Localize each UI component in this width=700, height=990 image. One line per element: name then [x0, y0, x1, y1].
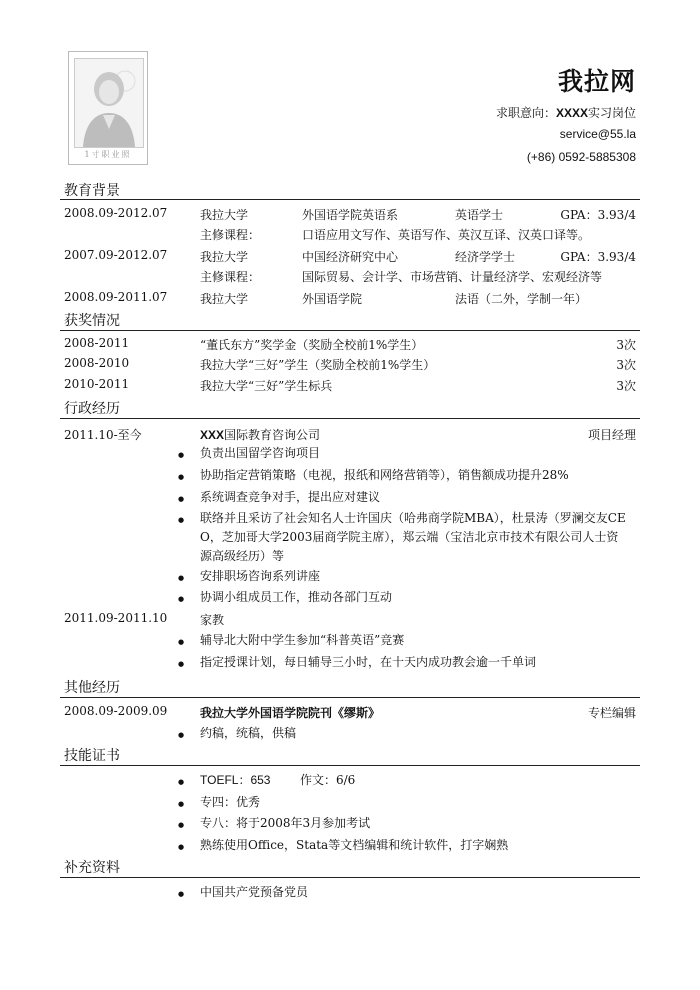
bullet-icon: ● — [178, 731, 185, 739]
job-bullet: 协助指定营销策略（电视，报纸和网络营销等），销售额成功提升28% — [200, 468, 569, 482]
edu-school: 我拉大学 — [200, 292, 249, 306]
section-title-education: 教育背景 — [64, 183, 120, 199]
job-bullet: 辅导北大附中学生参加“科普英语”竞赛 — [200, 633, 405, 647]
edu-dept: 中国经济研究中心 — [302, 250, 399, 264]
edu-course-label: 主修课程： — [200, 228, 261, 242]
bullet-icon: ● — [178, 778, 185, 786]
email[interactable]: service@55.la — [559, 127, 636, 141]
bullet-icon: ● — [178, 451, 185, 459]
section-title-other: 其他经历 — [64, 680, 120, 696]
section-divider — [60, 877, 640, 878]
job-bullet: 系统调查竞争对手，提出应对建议 — [200, 490, 381, 504]
bullet-icon: ● — [178, 495, 185, 503]
section-divider — [60, 330, 640, 331]
job-bullet: 安排职场咨询系列讲座 — [200, 569, 321, 583]
edu-school: 我拉大学 — [200, 208, 249, 222]
objective-suffix: 实习岗位 — [587, 106, 636, 120]
other-org: 我拉大学外国语学院院刊《缪斯》 — [200, 706, 381, 720]
edu-course-label: 主修课程： — [200, 270, 261, 284]
avatar-silhouette — [74, 58, 144, 148]
job-objective — [496, 104, 636, 121]
objective-label: 求职意向： — [495, 106, 556, 120]
phone: (+86) 0592-5885308 — [526, 150, 636, 164]
skill-item: 熟练使用Office，Stata等文档编辑和统计软件，打字娴熟 — [200, 838, 509, 852]
job-org-prefix: XXX — [200, 428, 225, 442]
other-role: 专栏编辑 — [587, 706, 636, 720]
bullet-icon: ● — [178, 890, 185, 898]
edu-dept: 外国语学院 — [302, 292, 363, 306]
objective-value: XXXX — [555, 106, 588, 120]
section-divider — [60, 697, 640, 698]
bullet-icon: ● — [178, 638, 185, 646]
bullet-icon: ● — [178, 821, 185, 829]
job-role: 项目经理 — [587, 428, 636, 442]
edu-dept: 外国语学院英语系 — [302, 208, 399, 222]
job-bullet: 指定授课计划，每日辅导三小时，在十天内成功教会逾一千单词 — [200, 655, 537, 669]
award-date: 2008-2011 — [64, 336, 130, 350]
award-date: 2008-2010 — [64, 356, 130, 370]
job-org — [200, 426, 320, 443]
bullet-icon: ● — [178, 800, 185, 808]
bullet-icon: ● — [178, 516, 185, 524]
award-count: 3次 — [616, 379, 636, 393]
photo-caption: 1寸职业照 — [84, 150, 132, 159]
edu-courses: 口语应用文写作、英语写作、英汉互译、汉英口译等。 — [302, 228, 591, 242]
job-bullet-cont: 源高级经历）等 — [200, 549, 285, 563]
edu-gpa: GPA：3.93/4 — [560, 208, 636, 222]
award-text: 我拉大学“三好”学生标兵 — [200, 379, 333, 393]
award-text: 我拉大学“三好”学生（奖励全校前1%学生） — [200, 358, 436, 372]
award-text: “董氏东方”奖学金（奖励全校前1%学生） — [200, 338, 424, 352]
edu-date: 2008.09-2011.07 — [64, 290, 168, 304]
skill-essay: 作文：6/6 — [300, 773, 356, 787]
skill-item: 专八：将于2008年3月参加考试 — [200, 816, 371, 830]
bullet-icon: ● — [178, 574, 185, 582]
edu-courses: 国际贸易、会计学、市场营销、计量经济学、宏观经济等 — [302, 270, 603, 284]
other-bullet: 约稿，统稿，供稿 — [200, 726, 297, 740]
section-title-extra: 补充资料 — [64, 860, 120, 876]
candidate-name: 我拉网 — [557, 67, 636, 96]
edu-degree: 法语（二外，学制一年） — [455, 292, 588, 306]
award-date: 2010-2011 — [64, 377, 130, 391]
job-bullet: 负责出国留学咨询项目 — [200, 446, 321, 460]
edu-degree: 英语学士 — [455, 208, 504, 222]
job-bullet: 联络并且采访了社会知名人士许国庆（哈弗商学院MBA），杜景涛（罗澜交友CE — [200, 511, 626, 525]
award-count: 3次 — [616, 358, 636, 372]
skill-toefl: TOEFL：653 — [200, 773, 271, 787]
section-title-admin: 行政经历 — [64, 401, 120, 417]
section-divider — [60, 418, 640, 419]
job-org: 家教 — [200, 613, 225, 627]
edu-date: 2007.09-2012.07 — [64, 248, 168, 262]
bullet-icon: ● — [178, 843, 185, 851]
section-divider — [60, 199, 640, 200]
skill-item: 专四：优秀 — [200, 795, 261, 809]
profile-photo — [68, 51, 148, 165]
bullet-icon: ● — [178, 595, 185, 603]
job-date: 2011.09-2011.10 — [64, 611, 168, 625]
edu-gpa: GPA：3.93/4 — [560, 250, 636, 264]
job-bullet-cont: O，芝加哥大学2003届商学院主席），郑云端（宝洁北京市技术有限公司人士资 — [200, 530, 619, 544]
award-count: 3次 — [616, 338, 636, 352]
other-date: 2008.09-2009.09 — [64, 704, 168, 718]
job-org-name: 国际教育咨询公司 — [224, 428, 321, 442]
section-title-skills: 技能证书 — [64, 748, 120, 764]
bullet-icon: ● — [178, 660, 185, 668]
avatar-icon — [75, 59, 143, 147]
edu-date: 2008.09-2012.07 — [64, 206, 168, 220]
job-date: 2011.10-至今 — [64, 428, 142, 442]
edu-school: 我拉大学 — [200, 250, 249, 264]
edu-degree: 经济学学士 — [455, 250, 516, 264]
section-title-awards: 获奖情况 — [64, 313, 120, 329]
job-bullet: 协调小组成员工作，推动各部门互动 — [200, 590, 393, 604]
bullet-icon: ● — [178, 473, 185, 481]
extra-item: 中国共产党预备党员 — [200, 885, 309, 899]
section-divider — [60, 765, 640, 766]
